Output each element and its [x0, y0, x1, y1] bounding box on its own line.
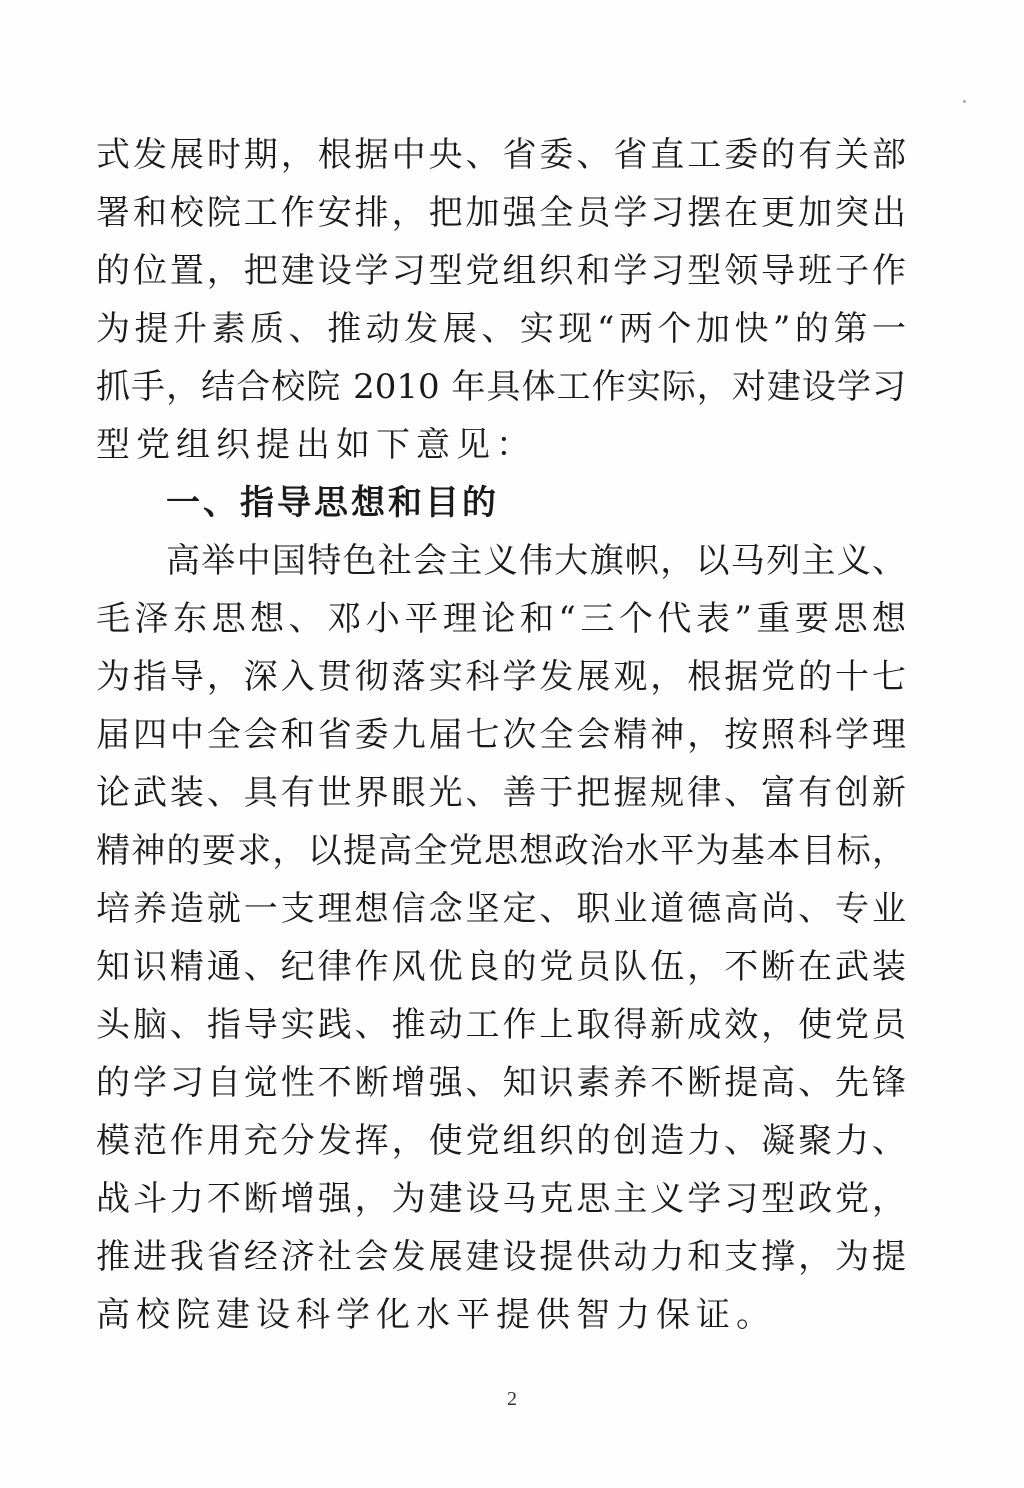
page-number: 2 [507, 1388, 517, 1410]
scan-speck [963, 100, 966, 103]
paragraph-line: 为指导，深入贯彻落实科学发展观，根据党的十七 [96, 657, 906, 697]
paragraph-line: 抓手，结合校院 2010 年具体工作实际，对建设学习 [96, 367, 906, 407]
paragraph-line: 推进我省经济社会发展建设提供动力和支撑，为提 [96, 1237, 906, 1277]
paragraph-line: 高校院建设科学化水平提供智力保证。 [96, 1295, 776, 1335]
paragraph-line: 署和校院工作安排，把加强全员学习摆在更加突出 [96, 193, 906, 233]
section-heading: 一、指导思想和目的 [166, 483, 499, 523]
paragraph-line: 头脑、指导实践、推动工作上取得新成效，使党员 [96, 1005, 906, 1045]
paragraph-line: 为提升素质、推动发展、实现“两个加快”的第一 [96, 309, 906, 349]
paragraph-line: 式发展时期，根据中央、省委、省直工委的有关部 [96, 135, 906, 175]
paragraph-line: 的学习自觉性不断增强、知识素养不断提高、先锋 [96, 1063, 906, 1103]
paragraph-line: 培养造就一支理想信念坚定、职业道德高尚、专业 [96, 889, 906, 929]
body-text [96, 126, 906, 1344]
paragraph-line: 模范作用充分发挥，使党组织的创造力、凝聚力、 [96, 1121, 906, 1161]
paragraph-line: 型党组织提出如下意见： [96, 425, 536, 465]
paragraph-line: 知识精通、纪律作风优良的党员队伍，不断在武装 [96, 947, 906, 987]
paragraph-line: 精神的要求，以提高全党思想政治水平为基本目标， [96, 831, 906, 871]
paragraph-line: 论武装、具有世界眼光、善于把握规律、富有创新 [96, 773, 906, 813]
paragraph-line: 高举中国特色社会主义伟大旗帜，以马列主义、 [166, 541, 906, 581]
paragraph-line: 毛泽东思想、邓小平理论和“三个代表”重要思想 [96, 599, 906, 639]
paragraph-line: 战斗力不断增强，为建设马克思主义学习型政党， [96, 1179, 906, 1219]
paragraph-line: 的位置，把建设学习型党组织和学习型领导班子作 [96, 251, 906, 291]
paragraph-line: 届四中全会和省委九届七次全会精神，按照科学理 [96, 715, 906, 755]
